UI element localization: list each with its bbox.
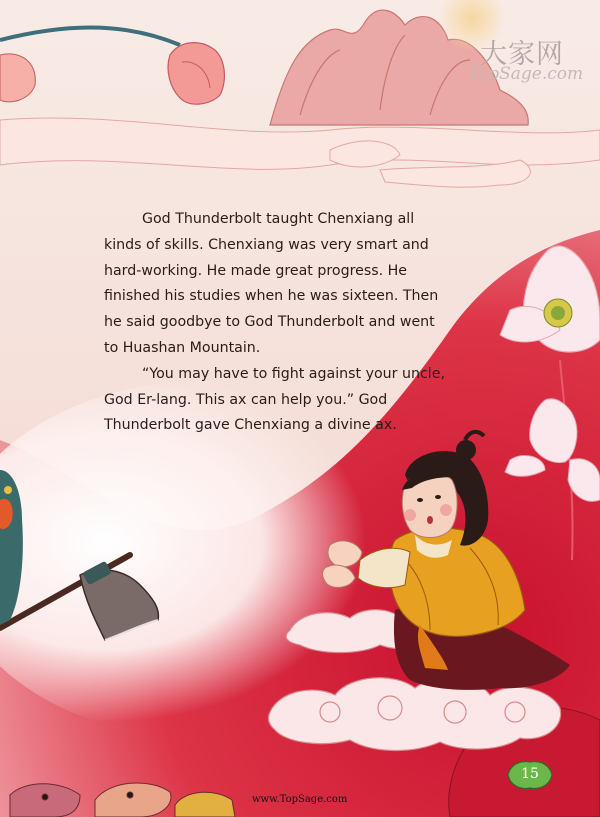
watermark-chinese: 大家网: [480, 39, 564, 70]
footer-url: www.TopSage.com: [252, 794, 348, 805]
watermark-logo: [450, 0, 600, 100]
watermark-english: TopSage.com: [468, 64, 584, 84]
story-text: [104, 207, 450, 439]
page-number: 15: [521, 766, 539, 782]
story-paragraph-2: “You may have to fight against your uncle, God Er-lang. This ax can help you.” God Thunderbolt gave Chenxiang a divine ax.: [104, 365, 445, 434]
story-paragraph-1: God Thunderbolt taught Chenxiang all kinds of skills. Chenxiang was very smart and hard-working. He made great progress. He finished his studies when he was sixteen. Then he said goodbye to God Thunderbolt and went to Huashan Mountain.: [104, 211, 439, 356]
